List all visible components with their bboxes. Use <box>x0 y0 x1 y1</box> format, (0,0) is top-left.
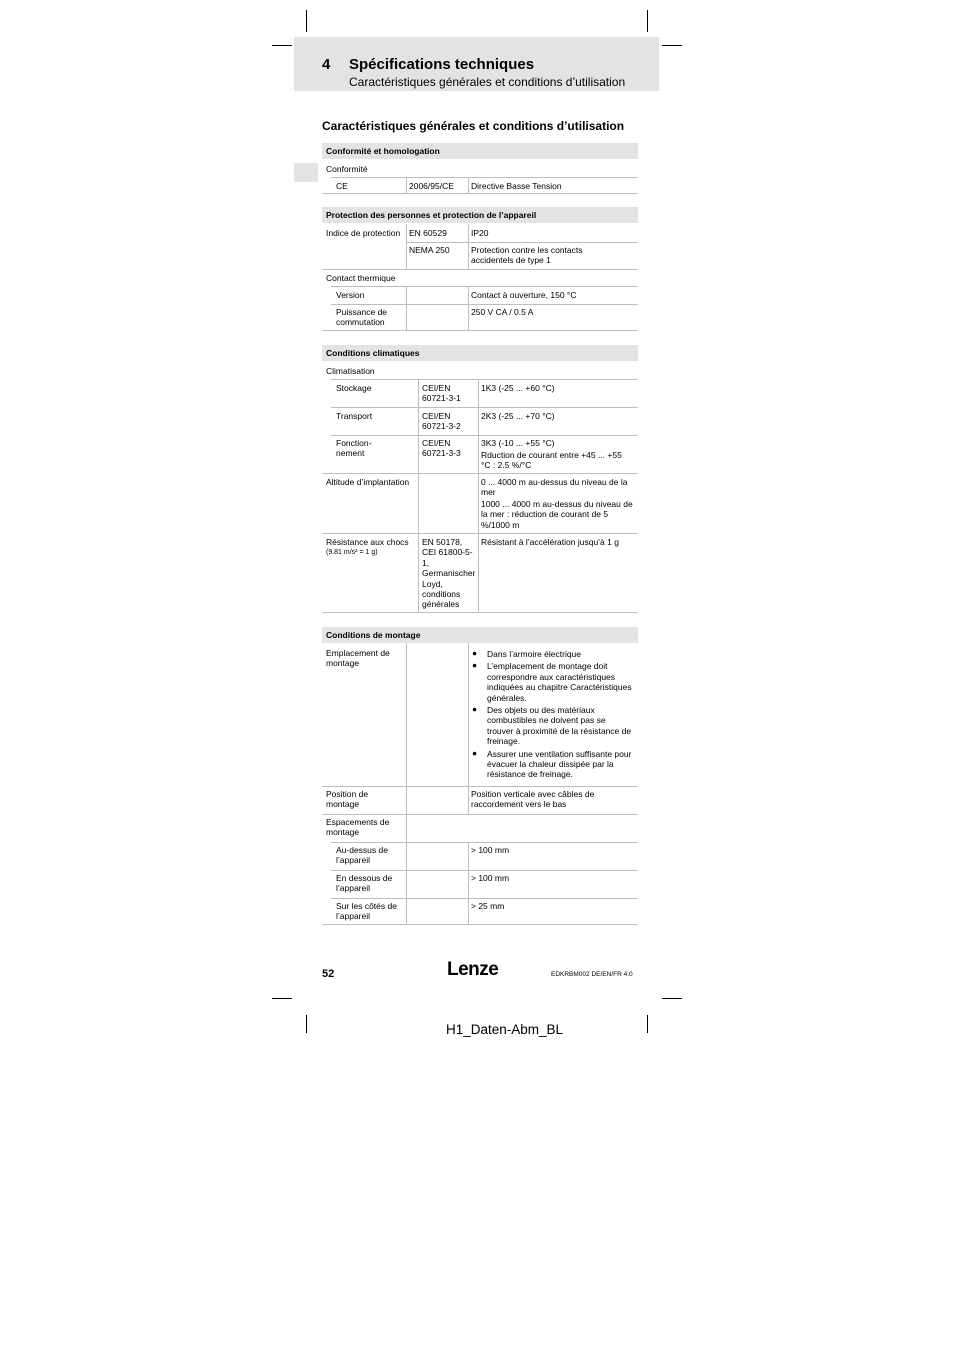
location-item: Dans l’armoire électrique <box>487 649 582 659</box>
climate-header: Conditions climatiques <box>322 345 638 361</box>
divider <box>331 379 638 380</box>
protection-header: Protection des personnes et protection de l’appareil <box>322 207 638 223</box>
shock-value: Résistant à l’accélération jusqu’à 1 g <box>481 537 619 547</box>
bullet-icon: ● <box>472 648 478 658</box>
page-number: 52 <box>322 968 335 980</box>
chapter-number: 4 <box>322 56 331 73</box>
climate-label: Climatisation <box>326 366 375 376</box>
divider <box>322 193 638 194</box>
document-id: EDKRBM002 DE/EN/FR 4.0 <box>551 971 633 978</box>
list-item <box>472 661 632 703</box>
version-label: Version <box>336 290 365 300</box>
crop-mark <box>306 10 307 32</box>
divider <box>322 814 638 815</box>
divider <box>468 286 469 330</box>
thermal-contact-label: Contact thermique <box>326 273 396 283</box>
divider <box>406 786 407 814</box>
divider <box>322 533 638 534</box>
location-item: Assurer une ventilation suffisante pour évacuer la chaleur dissipée par la résistance de freinage. <box>487 748 632 780</box>
divider <box>331 842 638 843</box>
ce-description: Directive Basse Tension <box>471 181 562 191</box>
sides-label: Sur les côtés de l’appareil <box>336 901 397 922</box>
bullet-icon: ● <box>472 660 478 671</box>
crop-mark <box>272 45 292 46</box>
position-label: Position de montage <box>326 789 369 810</box>
divider <box>468 177 469 193</box>
above-label: Au-dessus de l’appareil <box>336 845 388 866</box>
altitude-label: Altitude d’implantation <box>326 477 410 487</box>
section-title: Caractéristiques générales et conditions d’utilisation <box>322 119 625 133</box>
divider <box>468 786 469 814</box>
position-value: Position verticale avec câbles de raccordement vers le bas <box>471 789 595 810</box>
storage-value: 1K3 (-25 ... +60 °C) <box>481 383 555 393</box>
location-list <box>472 649 632 780</box>
divider <box>322 473 638 474</box>
location-label: Emplacement de montage <box>326 648 390 669</box>
list-item <box>472 649 632 659</box>
above-value: > 100 mm <box>471 845 510 855</box>
list-item <box>472 749 632 780</box>
divider <box>331 286 638 287</box>
nema-value: Protection contre les contacts accidentels de type 1 <box>471 245 583 266</box>
operation-standard: CEI/EN 60721-3-3 <box>422 438 461 459</box>
divider <box>478 533 479 612</box>
divider <box>406 842 407 924</box>
divider <box>468 842 469 924</box>
sides-value: > 25 mm <box>471 901 505 911</box>
conformity-label: Conformité <box>326 164 368 174</box>
divider <box>406 814 407 842</box>
mounting-header: Conditions de montage <box>322 627 638 643</box>
divider <box>406 643 407 786</box>
shock-label: Résistance aux chocs <box>326 537 409 547</box>
location-item: Des objets ou des matériaux combustibles ne doivent pas se trouver à proximité de la résistance de freinage. <box>487 705 632 747</box>
divider <box>331 435 638 436</box>
divider <box>406 242 638 243</box>
crop-mark <box>647 1015 648 1033</box>
altitude-derating: 1000 ... 4000 m au-dessus du niveau de la mer : réduction de courant de 5 %/1000 m <box>481 499 633 530</box>
divider <box>322 330 638 331</box>
divider <box>478 379 479 473</box>
shock-note: (9.81 m/s² = 1 g) <box>326 549 378 556</box>
crop-mark <box>272 998 292 999</box>
divider <box>468 643 469 786</box>
storage-standard: CEI/EN 60721-3-1 <box>422 383 461 404</box>
divider <box>331 870 638 871</box>
divider <box>478 473 479 533</box>
below-label: En dessous de l’appareil <box>336 873 393 894</box>
file-name: H1_Daten-Abm_BL <box>446 1022 564 1037</box>
crop-mark <box>647 10 648 32</box>
divider <box>418 473 419 533</box>
nema-standard: NEMA 250 <box>409 245 450 255</box>
crop-mark <box>306 1015 307 1033</box>
divider <box>406 177 407 193</box>
chapter-title: Spécifications techniques <box>349 56 535 73</box>
operation-derating: Rduction de courant entre +45 ... +55 °C : 2.5 %/°C <box>481 450 622 471</box>
altitude-value: 0 ... 4000 m au-dessus du niveau de la mer <box>481 477 628 498</box>
ce-standard: 2006/95/CE <box>409 181 454 191</box>
crop-mark <box>662 998 682 999</box>
version-value: Contact à ouverture, 150 °C <box>471 290 577 300</box>
divider <box>468 224 469 269</box>
transport-standard: CEI/EN 60721-3-2 <box>422 411 461 432</box>
shock-standard: EN 50178, CEI 61800-5-1, Germanischer Loyd, conditions générales <box>422 537 476 610</box>
power-label: Puissance de commutation <box>336 307 388 328</box>
divider <box>331 407 638 408</box>
chapter-subtitle: Caractéristiques générales et conditions d’utilisation <box>349 75 626 89</box>
divider <box>322 269 638 270</box>
en-standard: EN 60529 <box>409 228 447 238</box>
en-value: IP20 <box>471 228 489 238</box>
bullet-icon: ● <box>472 747 478 758</box>
divider <box>406 286 407 330</box>
storage-label: Stockage <box>336 383 372 393</box>
operation-value: 3K3 (-10 ... +55 °C) <box>481 438 555 448</box>
ce-label: CE <box>336 181 348 191</box>
location-item: L’emplacement de montage doit correspondre aux caractéristiques indiquées au chapitre Caractéristiques générales. <box>487 661 632 703</box>
protection-index-label: Indice de protection <box>326 228 401 238</box>
divider <box>331 898 638 899</box>
lenze-logo: Lenze <box>447 959 499 980</box>
list-item <box>472 705 632 747</box>
power-value: 250 V CA / 0.5 A <box>471 307 534 317</box>
operation-label: Fonction- nement <box>336 438 372 459</box>
divider <box>406 224 407 269</box>
spacing-label: Espacements de montage <box>326 817 390 838</box>
divider <box>322 924 638 925</box>
conformity-header: Conformité et homologation <box>322 143 638 159</box>
transport-label: Transport <box>336 411 373 421</box>
divider <box>418 379 419 473</box>
below-value: > 100 mm <box>471 873 510 883</box>
crop-mark <box>662 45 682 46</box>
transport-value: 2K3 (-25 ... +70 °C) <box>481 411 555 421</box>
bullet-icon: ● <box>472 704 478 715</box>
divider <box>322 612 638 613</box>
divider <box>418 533 419 612</box>
divider <box>322 786 638 787</box>
side-tab-marker <box>294 163 318 182</box>
divider <box>331 177 638 178</box>
divider <box>331 304 638 305</box>
